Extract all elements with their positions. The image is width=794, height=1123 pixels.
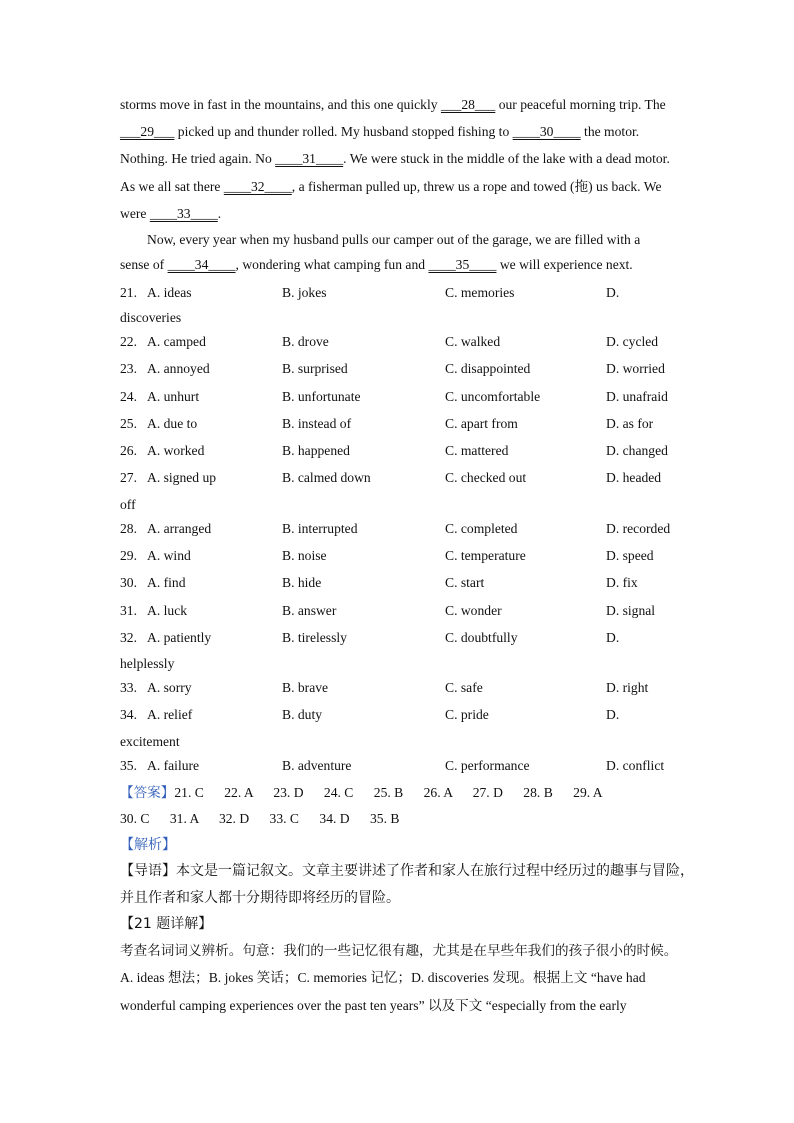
passage-text: sense of xyxy=(120,257,168,272)
option-b: B. jokes xyxy=(282,285,327,300)
option-d: D. conflict xyxy=(606,758,665,773)
blank-29: ___29___ xyxy=(120,124,175,139)
question-26 xyxy=(120,442,680,460)
option-d: D. xyxy=(606,285,620,300)
question-number: 26. xyxy=(120,443,137,458)
option-d-wrap: excitement xyxy=(120,734,180,749)
question-33 xyxy=(120,679,680,697)
question-number: 22. xyxy=(120,334,137,349)
option-a: A. wind xyxy=(147,548,191,563)
option-a: A. failure xyxy=(147,758,200,773)
question-number: 35. xyxy=(120,758,137,773)
blank-34: ____34____ xyxy=(167,257,236,272)
q21-detail-line-2: A. ideas 想法；B. jokes 笑话；C. memories 记忆；D. discoveries 发现。根据上文 “have had xyxy=(120,970,646,985)
intro-line-1 xyxy=(120,861,694,881)
question-21 xyxy=(120,284,680,302)
option-d: D. xyxy=(606,707,620,722)
question-number: 23. xyxy=(120,361,137,376)
option-c: C. walked xyxy=(445,334,501,349)
option-c: C. wonder xyxy=(445,603,502,618)
blank-33: ____33____ xyxy=(149,206,218,221)
passage-line-4 xyxy=(120,178,680,196)
blank-35: ____35____ xyxy=(428,257,497,272)
option-a: A. patiently xyxy=(147,630,212,645)
option-b: B. brave xyxy=(282,680,329,695)
option-c: C. memories xyxy=(445,285,515,300)
passage-text: the motor. xyxy=(580,124,640,139)
option-a: A. unhurt xyxy=(147,389,200,404)
option-c: C. checked out xyxy=(445,470,527,485)
question-28 xyxy=(120,520,680,538)
option-b: B. hide xyxy=(282,575,322,590)
passage-line-6: Now, every year when my husband pulls our camper out of the garage, we are filled with a xyxy=(147,232,641,247)
q21-label: 【21 题详解】 xyxy=(120,916,213,932)
option-b: B. unfortunate xyxy=(282,389,361,404)
question-25 xyxy=(120,415,680,433)
passage-line-5 xyxy=(120,205,680,223)
option-a: A. due to xyxy=(147,416,198,431)
question-number: 33. xyxy=(120,680,137,695)
option-c: C. mattered xyxy=(445,443,509,458)
option-d: D. worried xyxy=(606,361,665,376)
option-b: B. instead of xyxy=(282,416,352,431)
question-30 xyxy=(120,574,680,592)
option-c: C. safe xyxy=(445,680,483,695)
option-a: A. signed up xyxy=(147,470,217,485)
passage-text: we will experience next. xyxy=(496,257,633,272)
passage-line-2 xyxy=(120,123,680,141)
option-d-wrap: off xyxy=(120,497,136,512)
answer-label: 【答案】 xyxy=(120,785,175,801)
option-a: A. annoyed xyxy=(147,361,210,376)
intro-line-2: 并且作者和家人都十分期待即将经历的冒险。 xyxy=(120,890,400,906)
intro-text: 本文是一篇记叙文。文章主要讲述了作者和家人在旅行过程中经历过的趣事与冒险， xyxy=(176,863,694,879)
passage-text: . xyxy=(217,206,222,221)
option-d: D. cycled xyxy=(606,334,659,349)
option-a: A. find xyxy=(147,575,186,590)
question-number: 29. xyxy=(120,548,137,563)
option-c: C. start xyxy=(445,575,485,590)
option-c: C. uncomfortable xyxy=(445,389,541,404)
passage-text: Nothing. He tried again. No xyxy=(120,151,276,166)
option-d: D. headed xyxy=(606,470,662,485)
question-number: 21. xyxy=(120,285,137,300)
question-number: 28. xyxy=(120,521,137,536)
question-number: 32. xyxy=(120,630,137,645)
option-a: A. arranged xyxy=(147,521,212,536)
blank-28: ___28___ xyxy=(440,97,496,112)
option-b: B. adventure xyxy=(282,758,352,773)
question-31 xyxy=(120,602,680,620)
question-35 xyxy=(120,757,680,775)
option-b: B. surprised xyxy=(282,361,348,376)
passage-text: As we all sat there xyxy=(120,179,224,194)
question-27 xyxy=(120,469,680,487)
option-b: B. tirelessly xyxy=(282,630,347,645)
option-b: B. noise xyxy=(282,548,327,563)
passage-line-3 xyxy=(120,150,680,168)
answer-key: 21. C 22. A 23. D 24. C 25. B 26. A 27. D 28. B 29. A xyxy=(174,785,603,800)
option-d: D. changed xyxy=(606,443,668,458)
option-c: C. doubtfully xyxy=(445,630,518,645)
option-c: C. completed xyxy=(445,521,518,536)
question-number: 31. xyxy=(120,603,137,618)
option-d: D. signal xyxy=(606,603,656,618)
passage-line-7 xyxy=(120,256,680,274)
option-b: B. happened xyxy=(282,443,350,458)
q21-detail-line-1: 考查名词词义辨析。句意：我们的一些记忆很有趣，尤其是在早些年我们的孩子很小的时候。 xyxy=(120,943,678,959)
option-d: D. speed xyxy=(606,548,654,563)
option-d: D. recorded xyxy=(606,521,671,536)
option-a: A. camped xyxy=(147,334,206,349)
option-c: C. temperature xyxy=(445,548,526,563)
passage-text: storms move in fast in the mountains, and this one quickly xyxy=(120,97,441,112)
blank-30: ____30____ xyxy=(512,124,581,139)
answer-line-2: 30. C 31. A 32. D 33. C 34. D 35. B xyxy=(120,811,400,826)
question-34 xyxy=(120,706,680,724)
option-c: C. performance xyxy=(445,758,530,773)
question-number: 34. xyxy=(120,707,137,722)
option-b: B. interrupted xyxy=(282,521,358,536)
passage-text: were xyxy=(120,206,150,221)
question-number: 27. xyxy=(120,470,137,485)
option-d: D. fix xyxy=(606,575,638,590)
passage-line-1 xyxy=(120,96,680,114)
passage-text: . We were stuck in the middle of the lake with a dead motor. xyxy=(343,151,670,166)
option-b: B. drove xyxy=(282,334,329,349)
option-b: B. calmed down xyxy=(282,470,371,485)
question-24 xyxy=(120,388,680,406)
answer-line-1 xyxy=(120,784,603,802)
passage-text: , a fisherman pulled up, threw us a rope and towed (拖) us back. We xyxy=(291,179,662,194)
option-b: B. duty xyxy=(282,707,323,722)
passage-text: picked up and thunder rolled. My husband stopped fishing to xyxy=(174,124,513,139)
option-a: A. ideas xyxy=(147,285,192,300)
question-32 xyxy=(120,629,680,647)
blank-32: ____32____ xyxy=(223,179,292,194)
option-c: C. pride xyxy=(445,707,489,722)
blank-31: ____31____ xyxy=(275,151,344,166)
option-a: A. luck xyxy=(147,603,188,618)
option-c: C. disappointed xyxy=(445,361,531,376)
q21-detail-line-3: wonderful camping experiences over the past ten years” 以及下文 “especially from the early xyxy=(120,998,627,1013)
option-d: D. unafraid xyxy=(606,389,668,404)
option-b: B. answer xyxy=(282,603,337,618)
option-d: D. right xyxy=(606,680,649,695)
option-d-wrap: discoveries xyxy=(120,310,182,325)
intro-label: 【导语】 xyxy=(120,863,176,879)
option-d-wrap: helplessly xyxy=(120,656,175,671)
analysis-label: 【解析】 xyxy=(120,837,176,853)
passage-text: our peaceful morning trip. The xyxy=(495,97,666,112)
passage-text: , wondering what camping fun and xyxy=(235,257,429,272)
question-23 xyxy=(120,360,680,378)
option-d: D. as for xyxy=(606,416,654,431)
question-number: 25. xyxy=(120,416,137,431)
option-d: D. xyxy=(606,630,620,645)
question-22 xyxy=(120,333,680,351)
question-number: 24. xyxy=(120,389,137,404)
option-c: C. apart from xyxy=(445,416,518,431)
question-29 xyxy=(120,547,680,565)
option-a: A. sorry xyxy=(147,680,192,695)
question-number: 30. xyxy=(120,575,137,590)
option-a: A. relief xyxy=(147,707,193,722)
option-a: A. worked xyxy=(147,443,205,458)
